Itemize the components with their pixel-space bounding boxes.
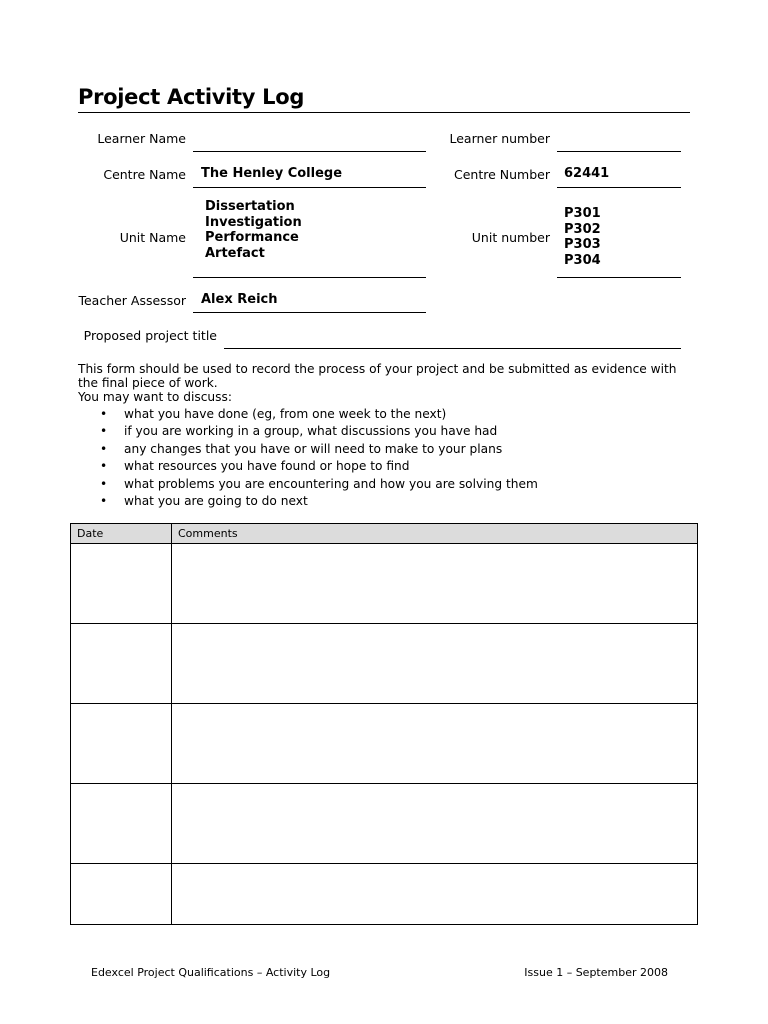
table-row	[71, 704, 698, 784]
list-item	[100, 441, 538, 458]
date-cell[interactable]	[71, 784, 172, 864]
unit-name-option: Artefact	[205, 245, 265, 261]
centre-name-label: Centre Name	[103, 167, 186, 182]
title-divider	[78, 112, 690, 113]
comments-cell[interactable]	[172, 704, 698, 784]
table-row	[71, 784, 698, 864]
list-item-text: any changes that you have or will need to make to your plans	[124, 441, 503, 456]
date-cell[interactable]	[71, 704, 172, 784]
list-item	[100, 476, 538, 493]
unit-name-option: Performance	[205, 230, 299, 245]
unit-name-option: Investigation	[205, 214, 302, 230]
comments-cell[interactable]	[172, 624, 698, 704]
list-item	[100, 458, 538, 475]
teacher-assessor-label: Teacher Assessor	[78, 293, 186, 308]
unit-name-field[interactable]	[193, 277, 426, 278]
centre-name-value[interactable]: The Henley College	[201, 166, 343, 181]
footer-left: Edexcel Project Qualifications – Activity Log	[91, 966, 331, 979]
comments-cell[interactable]	[172, 784, 698, 864]
learner-name-field[interactable]	[193, 151, 426, 152]
table-row	[71, 864, 698, 925]
centre-name-field[interactable]	[193, 187, 426, 188]
centre-number-field[interactable]	[557, 187, 681, 188]
list-item-text: what you have done (eg, from one week to the next)	[124, 407, 447, 421]
page-title: Project Activity Log	[78, 85, 305, 109]
footer-right: Issue 1 – September 2008	[524, 966, 668, 979]
learner-number-label: Learner number	[449, 131, 550, 146]
bullet-icon: •	[100, 424, 108, 439]
unit-number-list[interactable]	[564, 206, 674, 268]
centre-number-value[interactable]: 62441	[564, 166, 610, 181]
table-row	[71, 544, 698, 624]
unit-number-field[interactable]	[557, 277, 681, 278]
list-item-text: if you are working in a group, what discussions you have had	[124, 424, 498, 439]
activity-log-table	[70, 523, 698, 925]
learner-number-field[interactable]	[557, 151, 681, 152]
unit-number-option: P302	[564, 221, 601, 237]
comments-column-header: Comments	[172, 524, 698, 544]
comments-cell[interactable]	[172, 864, 698, 925]
project-title-field[interactable]	[224, 348, 681, 349]
project-title-label: Proposed project title	[83, 328, 217, 343]
date-cell[interactable]	[71, 544, 172, 624]
date-column-header: Date	[71, 524, 172, 544]
unit-number-option: P304	[564, 252, 601, 268]
list-item-text: what resources you have found or hope to find	[124, 459, 410, 474]
instructions-block	[78, 362, 683, 405]
date-cell[interactable]	[71, 624, 172, 704]
bullet-icon: •	[100, 459, 108, 474]
list-item	[100, 493, 538, 510]
comments-cell[interactable]	[172, 544, 698, 624]
unit-number-label: Unit number	[471, 230, 550, 245]
instructions-discuss: You may want to discuss:	[78, 390, 232, 405]
table-row	[71, 624, 698, 704]
list-item-text: what problems you are encountering and how you are solving them	[124, 476, 538, 491]
bullet-icon: •	[100, 493, 108, 508]
learner-name-label: Learner Name	[97, 131, 186, 146]
unit-number-option: P301	[564, 206, 601, 221]
unit-name-label: Unit Name	[119, 230, 186, 245]
bullet-icon: •	[100, 476, 108, 491]
bullet-icon: •	[100, 407, 108, 421]
list-item	[100, 423, 538, 440]
teacher-assessor-field[interactable]	[193, 312, 426, 313]
list-item	[100, 406, 538, 423]
bullet-icon: •	[100, 441, 108, 456]
unit-number-option: P303	[564, 237, 601, 252]
instructions-intro: This form should be used to record the process of your project and be submitted as evidence with the final piece of work.	[78, 362, 677, 391]
discussion-list	[100, 406, 538, 510]
table-header-row	[71, 524, 698, 544]
centre-number-label: Centre Number	[454, 167, 550, 182]
date-cell[interactable]	[71, 864, 172, 925]
teacher-assessor-value[interactable]: Alex Reich	[201, 292, 278, 307]
unit-name-list[interactable]	[205, 199, 420, 261]
list-item-text: what you are going to do next	[124, 493, 308, 508]
unit-name-option: Dissertation	[205, 199, 295, 214]
